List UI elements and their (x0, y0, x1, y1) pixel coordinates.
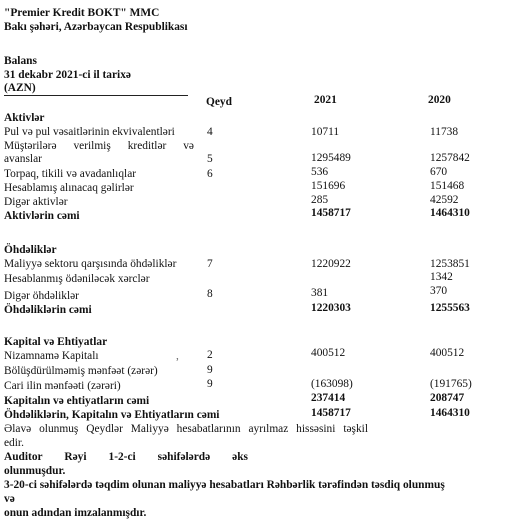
notes-statement-cont: edir. (4, 437, 24, 449)
auditor-statement: Auditor Rəyi 1-2-ci səhifələrdə əks (4, 451, 248, 463)
asset-2020: 670 (430, 166, 448, 178)
asset-2020: 1257842 (430, 152, 470, 164)
liabilities-total-label: Öhdəliklərin cəmi (4, 304, 92, 316)
statement-date: 31 dekabr 2021-ci il tarixə (4, 69, 131, 81)
asset-2021: 536 (311, 166, 329, 178)
equity-total-label: Kapitalın və ehtiyatların cəmi (4, 395, 150, 407)
asset-2021: 1295489 (311, 152, 351, 164)
asset-label-cont: avanslar (4, 153, 42, 165)
grand-total-2020: 1464310 (430, 407, 470, 419)
liability-2020: 370 (430, 285, 448, 297)
asset-2020: 11738 (430, 126, 459, 138)
liability-2021: 1220922 (311, 258, 351, 270)
equity-note: 9 (207, 364, 213, 376)
equity-label: Cari ilin mənfəəti (zərəri) (4, 380, 121, 392)
assets-total-2020: 1464310 (430, 207, 470, 219)
equity-heading: Kapital və Ehtiyatlar (4, 336, 108, 348)
scan-mark: , (176, 350, 179, 362)
liability-label: Hesablanmış ödəniləcək xərclər (4, 273, 150, 285)
equity-2021: 400512 (311, 347, 346, 359)
header-rule (4, 95, 188, 96)
statement-title: Balans (4, 55, 37, 67)
assets-total-label: Aktivlərin cəmi (4, 210, 80, 222)
liabilities-total-2021: 1220303 (311, 302, 351, 314)
notes-statement: Əlavə olunmuş Qeydlər Maliyyə hesabatlarının ayrılmaz hissəsini təşkil (4, 423, 368, 435)
asset-label: Müştərilərə verilmiş kreditlər və (4, 140, 194, 152)
asset-note: 6 (207, 168, 213, 180)
asset-2021: 151696 (311, 180, 346, 192)
liabilities-total-2020: 1255563 (430, 302, 470, 314)
approval-statement-end: onun adından imzalanmışdır. (4, 507, 147, 519)
asset-note: 4 (207, 126, 213, 138)
asset-label: Digər aktivlər (4, 196, 68, 208)
asset-label: Pul və pul vəsaitlərinin ekvivalentləri (4, 126, 175, 138)
liability-2021: 381 (311, 287, 329, 299)
equity-label: Nizamnamə Kapitalı (4, 350, 99, 362)
asset-2020: 42592 (430, 194, 459, 206)
assets-heading: Aktivlər (4, 112, 45, 124)
asset-label: Hesablamış alınacaq gəlirlər (4, 182, 134, 194)
auditor-statement-cont: olunmuşdur. (4, 465, 66, 477)
liability-note: 7 (207, 258, 213, 270)
approval-statement-cont: və (4, 493, 15, 505)
liability-label: Maliyyə sektoru qarşısında öhdəliklər (4, 258, 177, 270)
grand-total-label: Öhdəliklərin, Kapitalın və Ehtiyatların cəmi (4, 409, 220, 421)
equity-total-2021: 237414 (311, 392, 346, 404)
liability-2020: 1253851 (430, 258, 470, 270)
equity-label: Bölüşdürülməmiş mənfəət (zərər) (4, 365, 158, 377)
liability-2020: 1342 (430, 271, 453, 283)
equity-2020: (191765) (430, 378, 472, 390)
asset-note: 5 (207, 153, 213, 165)
equity-2021: (163098) (311, 378, 353, 390)
asset-2020: 151468 (430, 180, 465, 192)
grand-total-2021: 1458717 (311, 407, 351, 419)
liability-note: 8 (207, 288, 213, 300)
asset-2021: 285 (311, 194, 329, 206)
col-2020-header: 2020 (428, 94, 451, 106)
col-note-header: Qeyd (206, 96, 232, 108)
col-2021-header: 2021 (314, 94, 337, 106)
company-location: Bakı şəhəri, Azərbaycan Respublikası (4, 21, 188, 33)
asset-2021: 10711 (311, 126, 340, 138)
liability-label: Digər öhdəliklər (4, 290, 79, 302)
currency-label: (AZN) (4, 82, 36, 94)
equity-note: 2 (207, 349, 213, 361)
assets-total-2021: 1458717 (311, 207, 351, 219)
approval-statement: 3-20-ci səhifələrdə təqdim olunan maliyyə hesabatları Rəhbərlik tərəfindən təsdiq olunmuş (4, 479, 445, 491)
company-name: "Premier Kredit BOKT" MMC (4, 7, 160, 19)
asset-label: Torpaq, tikili və avadanlıqlar (4, 168, 137, 180)
equity-note: 9 (207, 378, 213, 390)
equity-2020: 400512 (430, 347, 465, 359)
liabilities-heading: Öhdəliklər (4, 244, 57, 256)
equity-total-2020: 208747 (430, 392, 465, 404)
